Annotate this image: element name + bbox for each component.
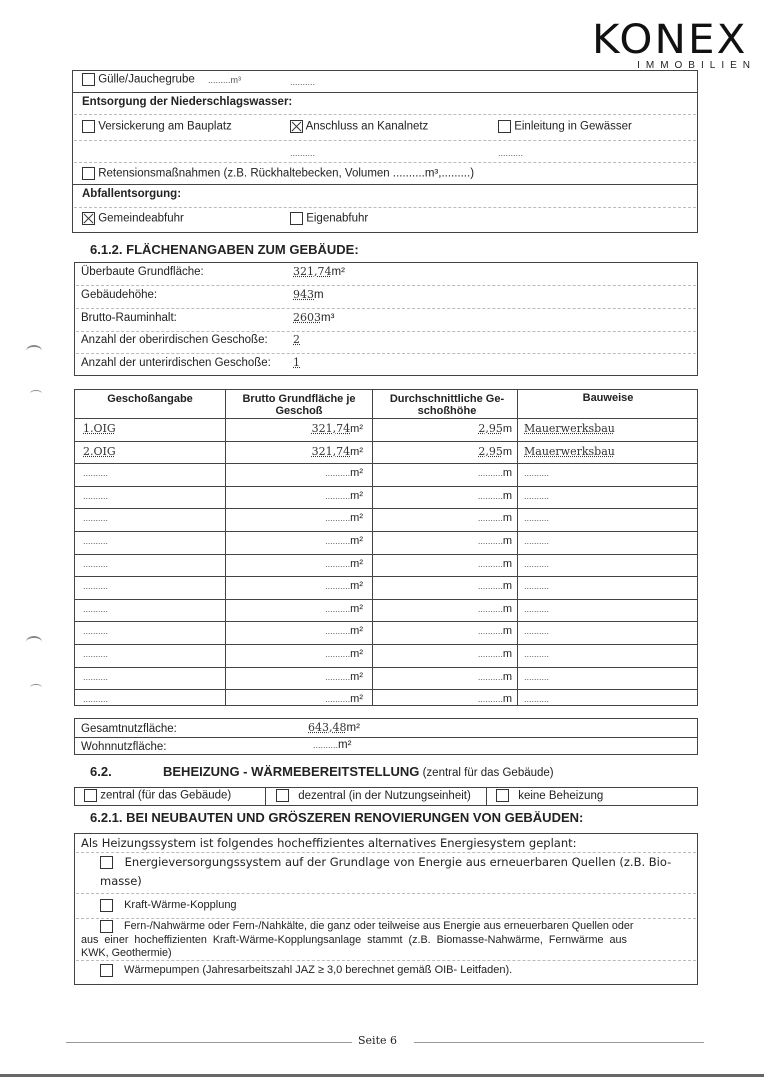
- grundflaeche-cell[interactable]: [230, 490, 363, 502]
- retension-checkbox[interactable]: [82, 167, 95, 180]
- divider: [72, 184, 698, 185]
- bauweise-cell[interactable]: [524, 693, 549, 705]
- row-divider: [74, 554, 698, 555]
- fernwaerme-option[interactable]: [100, 920, 634, 933]
- gewaesser-checkbox[interactable]: [498, 120, 511, 133]
- section-62-number: 6.2.: [90, 764, 112, 779]
- area-value: ..........: [325, 513, 351, 524]
- floor-value: ..........: [83, 490, 109, 501]
- abfall-heading: Abfallentsorgung:: [82, 188, 182, 200]
- divider: [517, 389, 518, 706]
- floor-value: ..........: [83, 581, 109, 592]
- grundflaeche-cell[interactable]: [230, 512, 363, 524]
- divider: [225, 389, 226, 706]
- oberirdisch-field[interactable]: [293, 333, 300, 346]
- geschosshoehe-cell[interactable]: [376, 603, 512, 615]
- keine-beheizung-label: keine Beheizung: [518, 789, 604, 802]
- gewaesser-label: Einleitung in Gewässer: [514, 120, 632, 133]
- gemeindeabfuhr-checkbox-checked[interactable]: [82, 212, 95, 225]
- gebaeudehoehe-field[interactable]: [293, 288, 324, 301]
- geschosshoehe-cell[interactable]: [376, 671, 512, 683]
- floor-value: ..........: [83, 603, 109, 614]
- kwk-label: Kraft-Wärme-Kopplung: [124, 899, 237, 912]
- height-value: ..........: [477, 513, 503, 524]
- retension-label: Retensionsmaßnahmen (z.B. Rückhaltebecken, Volumen ..........m³,.........): [98, 167, 475, 180]
- heizungssystem-intro: Als Heizungssystem ist folgendes hocheffizientes alternatives Energiesystem geplant:: [81, 836, 577, 850]
- gewaesser-option[interactable]: [498, 120, 632, 133]
- grundflaeche-cell[interactable]: [230, 671, 363, 683]
- geschosshoehe-cell[interactable]: [376, 490, 512, 502]
- height-value: 2,95: [478, 422, 503, 435]
- unit: m: [502, 648, 512, 660]
- fernwaerme-label-cont: aus einer hocheffizienten Kraft-Wärme-Kopplungsanlage stammt (z.B. Biomasse-Nahwärme, Fernwärme aus: [81, 934, 627, 946]
- row-divider: [74, 486, 698, 487]
- keine-beheizung-option[interactable]: [496, 789, 603, 802]
- unit: m³: [321, 312, 335, 324]
- kanalnetz-label: Anschluss an Kanalnetz: [305, 120, 429, 133]
- grundflaeche-cell[interactable]: [230, 603, 363, 615]
- geschoss-cell[interactable]: [83, 422, 116, 435]
- height-value: ..........: [477, 603, 503, 614]
- unit: m: [502, 512, 512, 525]
- unit: m: [502, 423, 512, 435]
- bauweise-cell[interactable]: [524, 648, 549, 660]
- unit: m²: [350, 535, 363, 547]
- gebaeudehoehe-label: Gebäudehöhe:: [81, 289, 158, 301]
- eigenabfuhr-option[interactable]: [290, 212, 368, 225]
- bauweise-cell[interactable]: [524, 580, 549, 592]
- energieversorgung-label: Energieversorgungssystem auf der Grundlage von Energie aus erneuerbaren Quellen (z.B. Bio-: [124, 855, 672, 869]
- oberirdisch-value: 2: [293, 333, 300, 346]
- bauweise-value: ..........: [524, 603, 550, 614]
- logo-main-text: KONEX: [592, 17, 748, 63]
- grundflaeche-cell[interactable]: [230, 422, 363, 435]
- unit: m²: [350, 512, 363, 525]
- grundflaeche-cell[interactable]: [230, 535, 363, 547]
- keine-beheizung-checkbox[interactable]: [496, 789, 509, 802]
- floor-value: ..........: [83, 694, 109, 705]
- height-value: ..........: [477, 581, 503, 592]
- unit: m²: [346, 722, 360, 734]
- gebaeudehoehe-value: 943: [293, 288, 314, 301]
- area-value: 321,74: [311, 422, 351, 435]
- height-value: ..........: [477, 626, 503, 637]
- guelle-checkbox[interactable]: [82, 73, 95, 86]
- geschoss-cell[interactable]: [83, 648, 108, 660]
- header-geschossangabe: Geschoßangabe: [107, 393, 193, 405]
- unit: m²: [331, 266, 345, 278]
- retension-option[interactable]: [82, 167, 474, 180]
- bauweise-value: ..........: [524, 671, 550, 682]
- floor-value: 1.OIG: [83, 422, 116, 435]
- floor-value: ..........: [83, 558, 109, 569]
- wohnnutzflaeche-value: ..........: [313, 740, 339, 750]
- zentral-checkbox[interactable]: [84, 789, 97, 802]
- row-divider: [74, 689, 698, 690]
- geschosshoehe-cell[interactable]: [376, 693, 512, 705]
- height-value: ..........: [477, 649, 503, 659]
- unit: m²: [350, 445, 363, 458]
- bauweise-value: ..........: [524, 536, 550, 546]
- divider: [76, 852, 696, 853]
- rauminhalt-value: 2603: [293, 311, 321, 324]
- unit: m²: [350, 602, 363, 615]
- divider: [76, 353, 696, 354]
- geschosshoehe-cell[interactable]: [376, 625, 512, 637]
- divider: [72, 92, 698, 93]
- area-value: ..........: [325, 536, 351, 546]
- dezentral-checkbox[interactable]: [276, 789, 289, 802]
- gemeindeabfuhr-option[interactable]: [82, 212, 184, 225]
- area-value: ..........: [325, 694, 351, 705]
- bauweise-value: ..........: [524, 649, 550, 659]
- row-divider: [74, 599, 698, 600]
- energieversorgung-label-cont: masse): [100, 874, 142, 888]
- unit: m: [502, 535, 512, 547]
- floor-value: ..........: [83, 649, 109, 659]
- unterirdisch-value: 1: [293, 356, 300, 369]
- row-divider: [74, 576, 698, 577]
- divider: [74, 737, 698, 738]
- row-divider: [74, 621, 698, 622]
- unit: m²: [350, 580, 363, 593]
- geschoss-cell[interactable]: [83, 558, 108, 570]
- bauweise-value: ..........: [524, 694, 550, 705]
- divider: [265, 787, 266, 806]
- geschoss-cell[interactable]: [83, 693, 108, 705]
- unit: m²: [350, 648, 363, 660]
- floor-value: ..........: [83, 536, 109, 546]
- area-value: ..........: [325, 581, 351, 592]
- bauweise-cell[interactable]: [524, 490, 549, 502]
- grundflaeche-cell[interactable]: [230, 693, 363, 705]
- unit: m: [502, 557, 512, 570]
- guelle-volume[interactable]: .........m³: [207, 74, 241, 85]
- area-value: 321,74: [311, 444, 351, 458]
- footer-line: [66, 1042, 352, 1043]
- fernwaerme-label-cont2: KWK, Geothermie): [81, 947, 172, 959]
- row-divider: [74, 418, 698, 419]
- divider: [76, 960, 696, 961]
- scan-mark: [30, 390, 42, 397]
- divider: [74, 140, 696, 141]
- unit: m²: [338, 739, 352, 751]
- niederschlag-heading: Entsorgung der Niederschlagswasser:: [82, 96, 293, 108]
- kwk-checkbox[interactable]: [100, 899, 113, 912]
- bauweise-value: ..........: [524, 513, 550, 524]
- geschosshoehe-cell[interactable]: [376, 512, 512, 524]
- bauweise-cell[interactable]: [524, 625, 549, 637]
- oberirdisch-label: Anzahl der oberirdischen Geschoße:: [81, 334, 268, 346]
- grundflaeche-field[interactable]: [293, 265, 345, 278]
- grundflaeche-value: 321,74: [293, 265, 332, 278]
- section-62-heading: [163, 764, 554, 779]
- rauminhalt-label: Brutto-Rauminhalt:: [81, 312, 177, 324]
- floor-value: ..........: [83, 671, 109, 682]
- grundflaeche-label: Überbaute Grundfläche:: [81, 266, 204, 278]
- bauweise-cell[interactable]: [524, 558, 549, 570]
- row-divider: [74, 508, 698, 509]
- unit: m: [502, 467, 512, 480]
- versickerung-option[interactable]: [82, 120, 232, 133]
- bauweise-cell[interactable]: [524, 445, 615, 458]
- zentral-option[interactable]: [84, 789, 231, 802]
- row-divider: [74, 531, 698, 532]
- unit: m²: [350, 625, 363, 638]
- height-value: ..........: [477, 694, 503, 705]
- waermepumpen-checkbox[interactable]: [100, 964, 113, 977]
- geschoss-cell[interactable]: [83, 603, 108, 615]
- geschoss-cell[interactable]: [83, 490, 108, 502]
- unit: m²: [350, 423, 363, 435]
- unit: m: [502, 602, 512, 615]
- row-divider: [74, 441, 698, 442]
- section-621-heading: 6.2.1. BEI NEUBAUTEN UND GRÖSZEREN RENOVIERUNGEN VON GEBÄUDEN:: [90, 810, 584, 825]
- grundflaeche-cell[interactable]: [230, 648, 363, 660]
- gesamtnutzflaeche-label: Gesamtnutzfläche:: [81, 723, 177, 735]
- unit: m²: [350, 693, 363, 706]
- gesamtnutzflaeche-field[interactable]: [308, 721, 360, 734]
- kanalnetz-blank[interactable]: ..........: [290, 148, 316, 158]
- geschoss-cell[interactable]: [83, 671, 108, 683]
- height-value: ..........: [477, 536, 503, 546]
- geschosshoehe-cell[interactable]: [376, 535, 512, 547]
- gemeindeabfuhr-label: Gemeindeabfuhr: [98, 212, 184, 225]
- kwk-option[interactable]: [100, 899, 237, 912]
- bauweise-cell[interactable]: [524, 535, 549, 547]
- divider: [76, 331, 696, 332]
- divider: [486, 787, 487, 806]
- grundflaeche-cell[interactable]: [230, 445, 363, 458]
- divider: [76, 893, 696, 894]
- bauweise-cell[interactable]: [524, 671, 549, 683]
- header-geschosshoehe: Durchschnittliche Ge- schoßhöhe: [389, 393, 505, 417]
- konex-logo: [592, 17, 762, 71]
- bauweise-cell[interactable]: [524, 467, 549, 479]
- guelle-option[interactable]: [82, 73, 241, 86]
- guelle-label: Gülle/Jauchegrube: [98, 73, 195, 86]
- zentral-label: zentral (für das Gebäude): [100, 789, 232, 802]
- unit: m: [502, 489, 512, 502]
- row-divider: [74, 463, 698, 464]
- eigenabfuhr-checkbox[interactable]: [290, 212, 303, 225]
- bauweise-cell[interactable]: [524, 603, 549, 615]
- header-brutto-grundflaeche: Brutto Grundfläche je Geschoß: [242, 393, 356, 417]
- guelle-extra[interactable]: ..........: [290, 77, 316, 87]
- versickerung-label: Versickerung am Bauplatz: [98, 120, 232, 133]
- unterirdisch-label: Anzahl der unterirdischen Geschoße:: [81, 357, 271, 369]
- unit: m: [502, 693, 512, 706]
- waermepumpen-option[interactable]: [100, 964, 512, 977]
- gewaesser-blank[interactable]: ..........: [498, 148, 524, 158]
- versickerung-checkbox[interactable]: [82, 120, 95, 133]
- grundflaeche-cell[interactable]: [230, 467, 363, 479]
- area-value: ..........: [325, 603, 351, 614]
- geschoss-cell[interactable]: [83, 625, 108, 637]
- unit: m²: [350, 557, 363, 570]
- grundflaeche-cell[interactable]: [230, 625, 363, 637]
- bauweise-value: ..........: [524, 558, 550, 569]
- unit: m²: [350, 489, 363, 502]
- entsorgung-box: [72, 70, 698, 233]
- wohnnutzflaeche-field[interactable]: [313, 739, 351, 751]
- punch-hole-mark: [26, 636, 42, 648]
- divider: [76, 918, 696, 919]
- floor-value: ..........: [83, 468, 109, 479]
- area-value: ..........: [325, 626, 351, 637]
- area-value: ..........: [325, 468, 351, 479]
- scan-edge: [0, 1074, 764, 1077]
- unit: m: [502, 445, 512, 458]
- unterirdisch-field[interactable]: [293, 356, 300, 369]
- scan-mark: [30, 684, 42, 691]
- bauweise-value: ..........: [524, 581, 550, 592]
- section-62-title: BEHEIZUNG - WÄRMEBEREITSTELLUNG: [163, 764, 420, 779]
- height-value: 2,95: [478, 444, 503, 458]
- geschosshoehe-cell[interactable]: [376, 580, 512, 592]
- bauweise-value: Mauerwerksbau: [524, 444, 615, 458]
- bauweise-value: Mauerwerksbau: [524, 422, 615, 435]
- page-number: Seite 6: [358, 1034, 397, 1047]
- eigenabfuhr-label: Eigenabfuhr: [306, 212, 369, 225]
- divider: [76, 308, 696, 309]
- bauweise-value: ..........: [524, 490, 550, 501]
- geschosshoehe-cell[interactable]: [376, 558, 512, 570]
- height-value: ..........: [477, 468, 503, 479]
- unit: m: [314, 289, 324, 301]
- logo-sub-text: IMMOBILIEN: [637, 60, 756, 71]
- bauweise-cell[interactable]: [524, 512, 549, 524]
- unit: m: [502, 625, 512, 638]
- geschosshoehe-cell[interactable]: [376, 422, 512, 435]
- kanalnetz-option[interactable]: [290, 120, 428, 133]
- kanalnetz-checkbox-checked[interactable]: [290, 120, 303, 133]
- wohnnutzflaeche-label: Wohnnutzfläche:: [81, 741, 167, 753]
- divider: [76, 285, 696, 286]
- floor-value: 2.OIG: [83, 444, 116, 458]
- punch-hole-mark: [26, 345, 42, 357]
- header-bauweise: Bauweise: [582, 392, 634, 404]
- dezentral-option[interactable]: [276, 789, 471, 802]
- floor-value: ..........: [83, 626, 109, 637]
- divider: [74, 162, 696, 163]
- bauweise-value: ..........: [524, 468, 550, 479]
- unit: m: [502, 670, 512, 683]
- rauminhalt-field[interactable]: [293, 311, 334, 324]
- fernwaerme-checkbox[interactable]: [100, 920, 113, 933]
- geschosshoehe-cell[interactable]: [376, 648, 512, 660]
- area-value: ..........: [325, 490, 351, 501]
- geschoss-cell[interactable]: [83, 467, 108, 479]
- dezentral-label: dezentral (in der Nutzungseinheit): [298, 789, 471, 802]
- footer-line: [414, 1042, 704, 1043]
- grundflaeche-cell[interactable]: [230, 580, 363, 592]
- height-value: ..........: [477, 671, 503, 682]
- bauweise-cell[interactable]: [524, 422, 615, 435]
- section-62-subtitle: (zentral für das Gebäude): [422, 767, 554, 779]
- bauweise-value: ..........: [524, 626, 550, 637]
- area-value: ..........: [325, 558, 351, 569]
- unit: m²: [350, 670, 363, 683]
- geschoss-cell[interactable]: [83, 512, 108, 524]
- energieversorgung-checkbox[interactable]: [100, 856, 113, 869]
- grundflaeche-cell[interactable]: [230, 558, 363, 570]
- geschoss-cell[interactable]: [83, 535, 108, 547]
- waermepumpen-label: Wärmepumpen (Jahresarbeitszahl JAZ ≥ 3,0 berechnet gemäß OIB- Leitfaden).: [124, 964, 513, 977]
- geschoss-cell[interactable]: [83, 580, 108, 592]
- height-value: ..........: [477, 558, 503, 569]
- geschoss-cell[interactable]: [83, 445, 116, 458]
- unit: m: [502, 580, 512, 593]
- section-612-heading: 6.1.2. FLÄCHENANGABEN ZUM GEBÄUDE:: [90, 242, 359, 257]
- unit: m²: [350, 467, 363, 480]
- geschosshoehe-cell[interactable]: [376, 467, 512, 479]
- floor-value: ..........: [83, 513, 109, 524]
- gesamtnutzflaeche-value: 643,48: [308, 721, 347, 734]
- row-divider: [74, 644, 698, 645]
- energieversorgung-option[interactable]: [100, 855, 671, 869]
- geschosshoehe-cell[interactable]: [376, 445, 512, 458]
- height-value: ..........: [477, 490, 503, 501]
- divider: [74, 114, 696, 115]
- divider: [372, 389, 373, 706]
- fernwaerme-label: Fern-/Nahwärme oder Fern-/Nahkälte, die ganz oder teilweise aus Energie aus erneuerbaren Quellen oder: [124, 920, 634, 933]
- divider: [74, 207, 696, 208]
- area-value: ..........: [325, 671, 351, 682]
- area-value: ..........: [325, 649, 351, 659]
- row-divider: [74, 667, 698, 668]
